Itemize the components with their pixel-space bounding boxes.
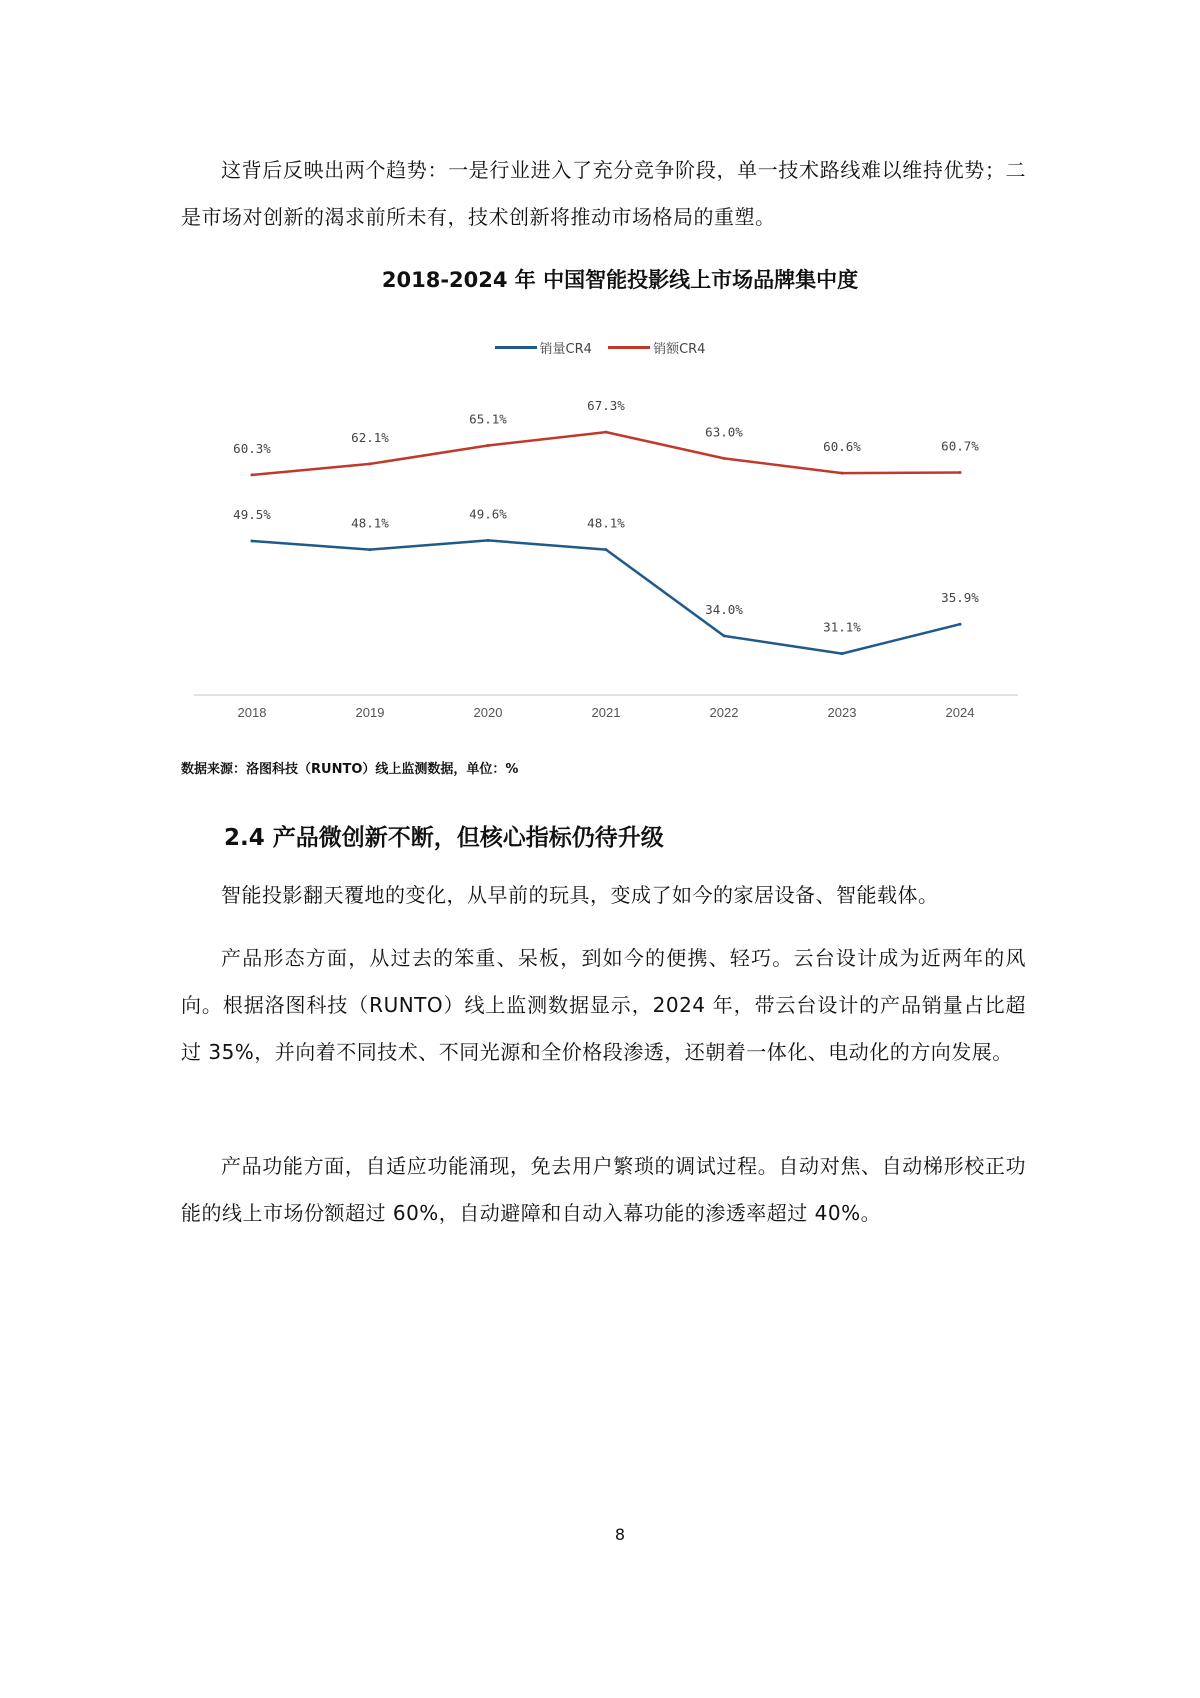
- data-point: [959, 471, 962, 474]
- data-point: [841, 472, 844, 475]
- x-tick-label: 2020: [473, 705, 503, 720]
- paragraph-3: 产品功能方面，自适应功能涌现，免去用户繁琐的调试过程。自动对焦、自动梯形校正功能的线上市场份额超过 60%，自动避障和自动入幕功能的渗透率超过 40%。: [181, 1154, 1026, 1225]
- paragraph-2: 产品形态方面，从过去的笨重、呆板，到如今的便携、轻巧。云台设计成为近两年的风向。根据洛图科技（RUNTO）线上监测数据显示，2024 年，带云台设计的产品销量占比超过 35%，并向着不同技术、不同光源和全价格段渗透，还朝着一体化、电动化的方向发展。: [181, 946, 1026, 1064]
- data-point: [723, 457, 726, 460]
- x-tick-label: 2023: [827, 705, 857, 720]
- data-source-note: 数据来源：洛图科技（RUNTO）线上监测数据，单位：%: [181, 762, 519, 777]
- x-tick-label: 2022: [709, 705, 739, 720]
- data-point: [841, 652, 844, 655]
- data-point: [959, 623, 962, 626]
- data-label: 63.0%: [705, 424, 743, 440]
- line-chart: [0, 0, 1200, 760]
- data-label: 35.9%: [941, 590, 979, 606]
- data-label: 34.0%: [705, 601, 743, 617]
- x-tick-label: 2019: [355, 705, 385, 720]
- data-point: [605, 548, 608, 551]
- data-label: 60.6%: [823, 439, 861, 455]
- page-number: 8: [614, 1525, 626, 1544]
- data-label: 49.5%: [233, 507, 271, 522]
- section-heading: 2.4 产品微创新不断，但核心指标仍待升级: [224, 825, 664, 851]
- data-label: 60.3%: [233, 440, 271, 456]
- paragraph-1: 智能投影翻天覆地的变化，从早前的玩具，变成了如今的家居设备、智能载体。: [221, 883, 939, 907]
- data-label: 60.7%: [941, 438, 979, 454]
- x-tick-label: 2021: [591, 705, 621, 720]
- data-point: [723, 634, 726, 637]
- data-point: [487, 444, 490, 447]
- data-point: [605, 431, 608, 434]
- data-point: [487, 539, 490, 542]
- data-label: 67.3%: [587, 398, 625, 414]
- data-label: 65.1%: [469, 411, 507, 427]
- data-point: [369, 548, 372, 551]
- data-label: 48.1%: [587, 515, 625, 531]
- chart-title: 2018-2024 年 中国智能投影线上市场品牌集中度: [381, 268, 859, 292]
- intro-paragraph: 这背后反映出两个趋势：一是行业进入了充分竞争阶段，单一技术路线难以维持优势；二是市场对创新的渴求前所未有，技术创新将推动市场格局的重塑。: [181, 158, 1026, 229]
- data-label: 48.1%: [351, 515, 389, 531]
- data-label: 31.1%: [823, 619, 861, 635]
- x-tick-label: 2018: [237, 705, 267, 720]
- data-label: 62.1%: [351, 429, 389, 445]
- legend-label-sales-volume: 销量CR4: [539, 342, 592, 357]
- data-label: 49.6%: [469, 506, 507, 522]
- data-point: [251, 540, 254, 543]
- legend-label-sales-value: 销额CR4: [653, 342, 706, 357]
- data-point: [251, 473, 254, 476]
- series-line-sales-volume: [252, 540, 960, 653]
- data-point: [369, 462, 372, 465]
- x-tick-label: 2024: [945, 705, 975, 720]
